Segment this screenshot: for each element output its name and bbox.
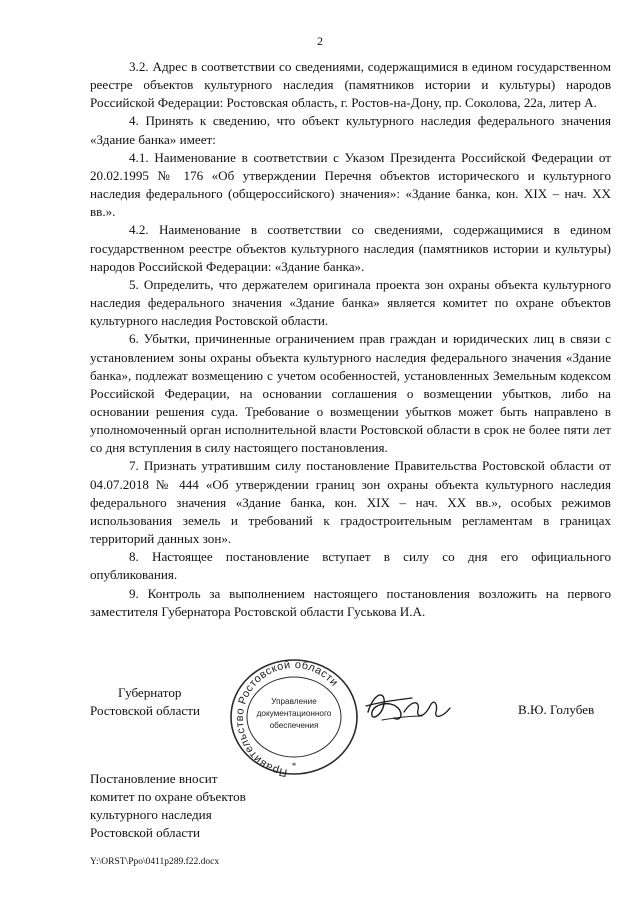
signer-name: В.Ю. Голубев bbox=[518, 702, 595, 717]
paragraph-6: 6. Убытки, причиненные ограничением прав граждан и юридических лиц в связи с установлением зоны охраны объекта культурного наследия федерального значения «Здание банка», подлежат возмещению с учетом особенностей, установленных Земельным кодексом Российской Федерации, на основании соглашения о возмещении убытков, либо на основании решения суда. Требование о возмещении убытков может быть направлено в уполномоченный орган исполнительной власти Ростовской области в срок не более пяти лет со дня вступления в силу настоящего постановления. bbox=[90, 331, 611, 456]
paragraph-4-1: 4.1. Наименование в соответствии с Указом Президента Российской Федерации от 20.02.1995 № 176 «Об утверждении Перечня объектов исторического и культурного наследия федерального (общероссийского) значения»: «Здание банка, кон. XIX – нач. XX вв.». bbox=[90, 149, 611, 220]
signer-position bbox=[90, 684, 200, 720]
paragraph-5: 5. Определить, что держателем оригинала проекта зон охраны объекта культурного наследия федерального значения «Здание банка» является комитет по охране объектов культурного наследия Ростовской области. bbox=[90, 276, 611, 329]
paragraph-3-2: 3.2. Адрес в соответствии со сведениями, содержащимися в едином государственном реестре объектов культурного наследия (памятников истории и культуры) народов Российской Федерации: Ростовская область, г. Ростов-на-Дону, пр. Соколова, 22а, литер А. bbox=[90, 59, 611, 111]
official-stamp bbox=[226, 656, 362, 778]
submitter-line3: культурного наследия bbox=[90, 807, 212, 822]
paragraph-4-2: 4.2. Наименование в соответствии со сведениями, содержащимися в едином государственном реестре объектов культурного наследия (памятников истории и культуры) народов Российской Федерации: «Здание банка». bbox=[90, 222, 611, 274]
page-number: 2 bbox=[317, 34, 323, 48]
svg-text:*: * bbox=[291, 761, 297, 771]
signer-position-line2: Ростовской области bbox=[90, 703, 200, 718]
stamp-center-line3: обеспечения bbox=[269, 721, 319, 730]
stamp-ring-text: Правительство Ростовской области bbox=[233, 658, 341, 778]
signer-position-line1: Губернатор bbox=[118, 685, 182, 700]
submitter-line2: комитет по охране объектов bbox=[90, 789, 246, 804]
submitter-line1: Постановление вносит bbox=[90, 771, 218, 786]
paragraph-8: 8. Настоящее постановление вступает в силу со дня его официального опубликования. bbox=[90, 549, 611, 583]
signature-graphic bbox=[360, 682, 510, 732]
submitter-line4: Ростовской области bbox=[90, 825, 200, 840]
stamp-graphic bbox=[226, 656, 362, 778]
stamp-center-line1: Управление bbox=[271, 697, 317, 706]
signature-block bbox=[0, 656, 640, 776]
resolution-body bbox=[90, 58, 611, 621]
paragraph-7: 7. Признать утратившим силу постановление Правительства Ростовской области от 04.07.2018 № 444 «Об утверждении границ зон охраны объекта культурного наследия федерального значения «Здание банка, кон. XIX – нач. XX вв.», особых режимов использования земель и требований к градостроительным регламентам в границах территорий данных зон». bbox=[90, 458, 611, 547]
stamp-center-line2: документационного bbox=[256, 709, 332, 718]
paragraph-9: 9. Контроль за выполнением настоящего постановления возложить на первого заместителя Губернатора Ростовской области Гуськова И.А. bbox=[90, 585, 611, 619]
file-path: Y:\ORST\Ppo\0411p289.f22.docx bbox=[90, 857, 220, 867]
submitter-note bbox=[90, 770, 330, 842]
paragraph-4: 4. Принять к сведению, что объект культурного наследия федерального значения «Здание банка» имеет: bbox=[90, 113, 611, 147]
handwritten-signature bbox=[360, 682, 510, 732]
